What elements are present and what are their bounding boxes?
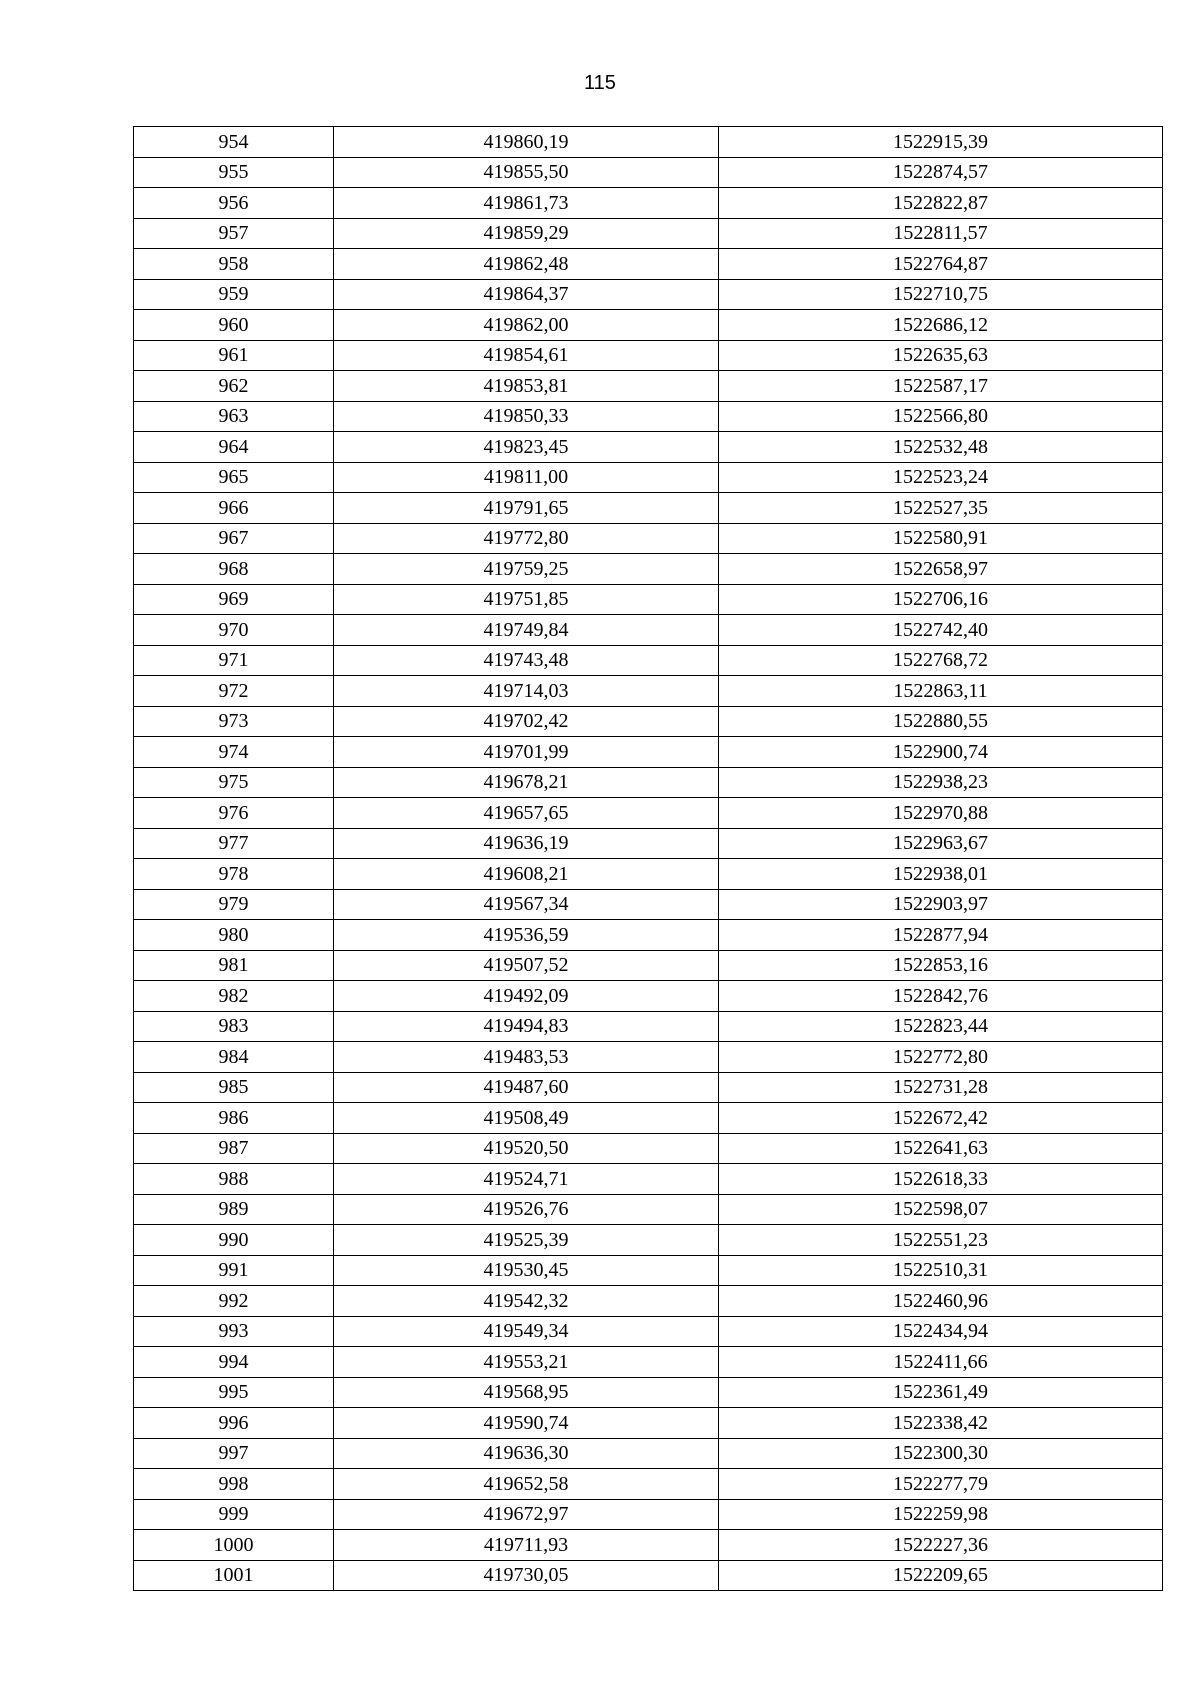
y-coordinate-cell: 1522686,12 <box>719 310 1163 341</box>
y-coordinate-cell: 1522880,55 <box>719 706 1163 737</box>
x-coordinate-cell: 419855,50 <box>334 157 719 188</box>
table-row <box>134 310 1163 341</box>
point-number-cell: 991 <box>134 1255 334 1286</box>
table-row <box>134 1255 1163 1286</box>
point-number-cell: 998 <box>134 1469 334 1500</box>
table-row <box>134 1347 1163 1378</box>
y-coordinate-cell: 1522874,57 <box>719 157 1163 188</box>
table-row <box>134 645 1163 676</box>
point-number-cell: 963 <box>134 401 334 432</box>
point-number-cell: 966 <box>134 493 334 524</box>
y-coordinate-cell: 1522742,40 <box>719 615 1163 646</box>
table-row <box>134 340 1163 371</box>
table-row <box>134 249 1163 280</box>
x-coordinate-cell: 419850,33 <box>334 401 719 432</box>
y-coordinate-cell: 1522587,17 <box>719 371 1163 402</box>
x-coordinate-cell: 419530,45 <box>334 1255 719 1286</box>
y-coordinate-cell: 1522259,98 <box>719 1499 1163 1530</box>
x-coordinate-cell: 419590,74 <box>334 1408 719 1439</box>
y-coordinate-cell: 1522338,42 <box>719 1408 1163 1439</box>
table-row <box>134 1225 1163 1256</box>
coordinates-table <box>133 126 1163 1591</box>
y-coordinate-cell: 1522731,28 <box>719 1072 1163 1103</box>
point-number-cell: 980 <box>134 920 334 951</box>
x-coordinate-cell: 419508,49 <box>334 1103 719 1134</box>
point-number-cell: 975 <box>134 767 334 798</box>
point-number-cell: 977 <box>134 828 334 859</box>
x-coordinate-cell: 419701,99 <box>334 737 719 768</box>
point-number-cell: 964 <box>134 432 334 463</box>
point-number-cell: 967 <box>134 523 334 554</box>
y-coordinate-cell: 1522877,94 <box>719 920 1163 951</box>
y-coordinate-cell: 1522710,75 <box>719 279 1163 310</box>
x-coordinate-cell: 419702,42 <box>334 706 719 737</box>
table-row <box>134 279 1163 310</box>
y-coordinate-cell: 1522903,97 <box>719 889 1163 920</box>
y-coordinate-cell: 1522566,80 <box>719 401 1163 432</box>
x-coordinate-cell: 419791,65 <box>334 493 719 524</box>
x-coordinate-cell: 419520,50 <box>334 1133 719 1164</box>
point-number-cell: 960 <box>134 310 334 341</box>
point-number-cell: 978 <box>134 859 334 890</box>
x-coordinate-cell: 419536,59 <box>334 920 719 951</box>
y-coordinate-cell: 1522551,23 <box>719 1225 1163 1256</box>
y-coordinate-cell: 1522532,48 <box>719 432 1163 463</box>
y-coordinate-cell: 1522300,30 <box>719 1438 1163 1469</box>
y-coordinate-cell: 1522658,97 <box>719 554 1163 585</box>
table-row <box>134 157 1163 188</box>
point-number-cell: 974 <box>134 737 334 768</box>
point-number-cell: 965 <box>134 462 334 493</box>
table-row <box>134 1042 1163 1073</box>
point-number-cell: 996 <box>134 1408 334 1439</box>
table-row <box>134 1377 1163 1408</box>
point-number-cell: 973 <box>134 706 334 737</box>
point-number-cell: 986 <box>134 1103 334 1134</box>
point-number-cell: 988 <box>134 1164 334 1195</box>
x-coordinate-cell: 419860,19 <box>334 127 719 158</box>
table-row <box>134 493 1163 524</box>
table-row <box>134 615 1163 646</box>
x-coordinate-cell: 419743,48 <box>334 645 719 676</box>
y-coordinate-cell: 1522523,24 <box>719 462 1163 493</box>
point-number-cell: 994 <box>134 1347 334 1378</box>
table-row <box>134 706 1163 737</box>
table-row <box>134 767 1163 798</box>
point-number-cell: 997 <box>134 1438 334 1469</box>
point-number-cell: 958 <box>134 249 334 280</box>
x-coordinate-cell: 419636,19 <box>334 828 719 859</box>
y-coordinate-cell: 1522938,23 <box>719 767 1163 798</box>
y-coordinate-cell: 1522772,80 <box>719 1042 1163 1073</box>
y-coordinate-cell: 1522672,42 <box>719 1103 1163 1134</box>
x-coordinate-cell: 419730,05 <box>334 1560 719 1591</box>
point-number-cell: 990 <box>134 1225 334 1256</box>
table-row <box>134 1194 1163 1225</box>
x-coordinate-cell: 419636,30 <box>334 1438 719 1469</box>
point-number-cell: 1000 <box>134 1530 334 1561</box>
x-coordinate-cell: 419608,21 <box>334 859 719 890</box>
y-coordinate-cell: 1522842,76 <box>719 981 1163 1012</box>
table-row <box>134 401 1163 432</box>
x-coordinate-cell: 419524,71 <box>334 1164 719 1195</box>
y-coordinate-cell: 1522361,49 <box>719 1377 1163 1408</box>
y-coordinate-cell: 1522706,16 <box>719 584 1163 615</box>
table-row <box>134 798 1163 829</box>
point-number-cell: 983 <box>134 1011 334 1042</box>
table-row <box>134 1103 1163 1134</box>
point-number-cell: 981 <box>134 950 334 981</box>
point-number-cell: 971 <box>134 645 334 676</box>
point-number-cell: 968 <box>134 554 334 585</box>
table-row <box>134 1133 1163 1164</box>
x-coordinate-cell: 419854,61 <box>334 340 719 371</box>
table-row <box>134 1438 1163 1469</box>
point-number-cell: 956 <box>134 188 334 219</box>
point-number-cell: 969 <box>134 584 334 615</box>
table-row <box>134 523 1163 554</box>
x-coordinate-cell: 419811,00 <box>334 462 719 493</box>
x-coordinate-cell: 419525,39 <box>334 1225 719 1256</box>
table-row <box>134 188 1163 219</box>
y-coordinate-cell: 1522618,33 <box>719 1164 1163 1195</box>
y-coordinate-cell: 1522768,72 <box>719 645 1163 676</box>
y-coordinate-cell: 1522863,11 <box>719 676 1163 707</box>
y-coordinate-cell: 1522970,88 <box>719 798 1163 829</box>
table-row <box>134 859 1163 890</box>
y-coordinate-cell: 1522277,79 <box>719 1469 1163 1500</box>
x-coordinate-cell: 419526,76 <box>334 1194 719 1225</box>
x-coordinate-cell: 419568,95 <box>334 1377 719 1408</box>
x-coordinate-cell: 419714,03 <box>334 676 719 707</box>
x-coordinate-cell: 419483,53 <box>334 1042 719 1073</box>
table-row <box>134 889 1163 920</box>
table-row <box>134 1469 1163 1500</box>
x-coordinate-cell: 419567,34 <box>334 889 719 920</box>
table-row <box>134 371 1163 402</box>
y-coordinate-cell: 1522635,63 <box>719 340 1163 371</box>
table-row <box>134 127 1163 158</box>
x-coordinate-cell: 419759,25 <box>334 554 719 585</box>
y-coordinate-cell: 1522963,67 <box>719 828 1163 859</box>
table-row <box>134 218 1163 249</box>
y-coordinate-cell: 1522209,65 <box>719 1560 1163 1591</box>
table-row <box>134 828 1163 859</box>
table-row <box>134 1560 1163 1591</box>
x-coordinate-cell: 419542,32 <box>334 1286 719 1317</box>
table-row <box>134 1499 1163 1530</box>
x-coordinate-cell: 419492,09 <box>334 981 719 1012</box>
x-coordinate-cell: 419859,29 <box>334 218 719 249</box>
point-number-cell: 985 <box>134 1072 334 1103</box>
table-row <box>134 1011 1163 1042</box>
point-number-cell: 959 <box>134 279 334 310</box>
y-coordinate-cell: 1522938,01 <box>719 859 1163 890</box>
point-number-cell: 957 <box>134 218 334 249</box>
point-number-cell: 976 <box>134 798 334 829</box>
point-number-cell: 979 <box>134 889 334 920</box>
y-coordinate-cell: 1522434,94 <box>719 1316 1163 1347</box>
x-coordinate-cell: 419862,48 <box>334 249 719 280</box>
coordinates-table-body <box>134 127 1163 1591</box>
x-coordinate-cell: 419823,45 <box>334 432 719 463</box>
x-coordinate-cell: 419652,58 <box>334 1469 719 1500</box>
y-coordinate-cell: 1522811,57 <box>719 218 1163 249</box>
point-number-cell: 961 <box>134 340 334 371</box>
x-coordinate-cell: 419711,93 <box>334 1530 719 1561</box>
y-coordinate-cell: 1522460,96 <box>719 1286 1163 1317</box>
x-coordinate-cell: 419772,80 <box>334 523 719 554</box>
x-coordinate-cell: 419553,21 <box>334 1347 719 1378</box>
table-row <box>134 1164 1163 1195</box>
y-coordinate-cell: 1522580,91 <box>719 523 1163 554</box>
table-row <box>134 584 1163 615</box>
x-coordinate-cell: 419751,85 <box>334 584 719 615</box>
point-number-cell: 1001 <box>134 1560 334 1591</box>
table-row <box>134 462 1163 493</box>
x-coordinate-cell: 419672,97 <box>334 1499 719 1530</box>
table-row <box>134 737 1163 768</box>
point-number-cell: 962 <box>134 371 334 402</box>
table-row <box>134 920 1163 951</box>
x-coordinate-cell: 419549,34 <box>334 1316 719 1347</box>
x-coordinate-cell: 419678,21 <box>334 767 719 798</box>
table-row <box>134 1408 1163 1439</box>
y-coordinate-cell: 1522822,87 <box>719 188 1163 219</box>
x-coordinate-cell: 419657,65 <box>334 798 719 829</box>
y-coordinate-cell: 1522764,87 <box>719 249 1163 280</box>
table-row <box>134 676 1163 707</box>
x-coordinate-cell: 419487,60 <box>334 1072 719 1103</box>
y-coordinate-cell: 1522527,35 <box>719 493 1163 524</box>
point-number-cell: 987 <box>134 1133 334 1164</box>
table-row <box>134 981 1163 1012</box>
y-coordinate-cell: 1522411,66 <box>719 1347 1163 1378</box>
point-number-cell: 995 <box>134 1377 334 1408</box>
x-coordinate-cell: 419507,52 <box>334 950 719 981</box>
y-coordinate-cell: 1522641,63 <box>719 1133 1163 1164</box>
point-number-cell: 972 <box>134 676 334 707</box>
point-number-cell: 993 <box>134 1316 334 1347</box>
point-number-cell: 954 <box>134 127 334 158</box>
point-number-cell: 970 <box>134 615 334 646</box>
y-coordinate-cell: 1522900,74 <box>719 737 1163 768</box>
point-number-cell: 984 <box>134 1042 334 1073</box>
x-coordinate-cell: 419494,83 <box>334 1011 719 1042</box>
table-row <box>134 1530 1163 1561</box>
point-number-cell: 992 <box>134 1286 334 1317</box>
point-number-cell: 982 <box>134 981 334 1012</box>
table-row <box>134 1316 1163 1347</box>
point-number-cell: 999 <box>134 1499 334 1530</box>
y-coordinate-cell: 1522598,07 <box>719 1194 1163 1225</box>
table-row <box>134 554 1163 585</box>
table-row <box>134 1286 1163 1317</box>
x-coordinate-cell: 419861,73 <box>334 188 719 219</box>
x-coordinate-cell: 419853,81 <box>334 371 719 402</box>
page-number: 115 <box>584 72 616 94</box>
x-coordinate-cell: 419864,37 <box>334 279 719 310</box>
point-number-cell: 989 <box>134 1194 334 1225</box>
y-coordinate-cell: 1522915,39 <box>719 127 1163 158</box>
y-coordinate-cell: 1522510,31 <box>719 1255 1163 1286</box>
y-coordinate-cell: 1522823,44 <box>719 1011 1163 1042</box>
x-coordinate-cell: 419862,00 <box>334 310 719 341</box>
table-row <box>134 1072 1163 1103</box>
table-row <box>134 950 1163 981</box>
y-coordinate-cell: 1522227,36 <box>719 1530 1163 1561</box>
point-number-cell: 955 <box>134 157 334 188</box>
x-coordinate-cell: 419749,84 <box>334 615 719 646</box>
y-coordinate-cell: 1522853,16 <box>719 950 1163 981</box>
table-row <box>134 432 1163 463</box>
